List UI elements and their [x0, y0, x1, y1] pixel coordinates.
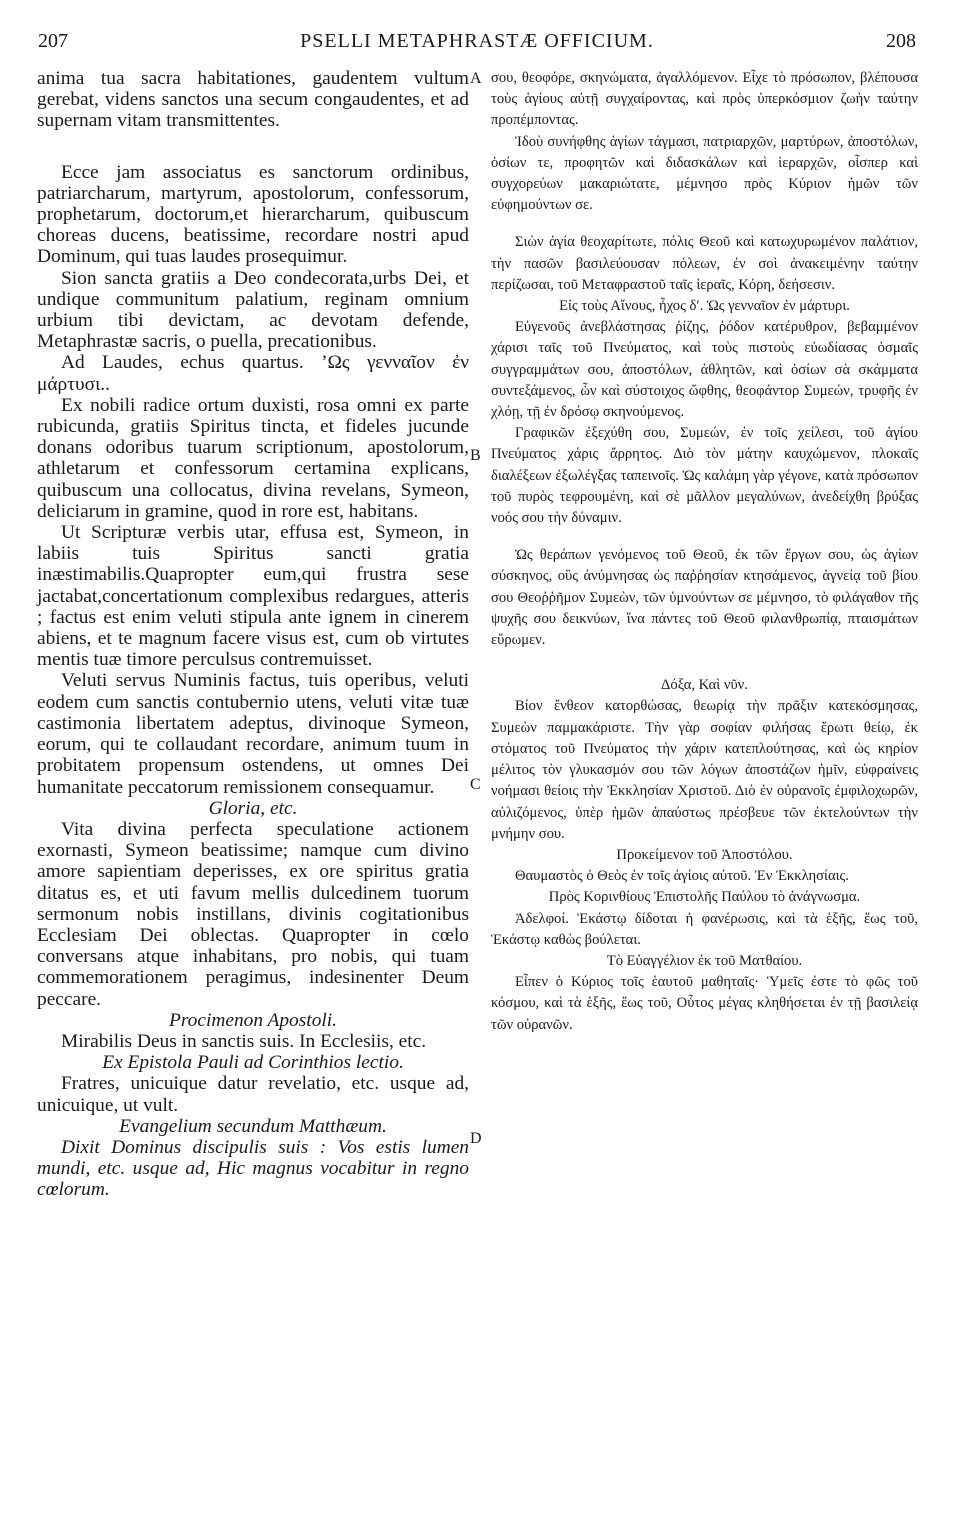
greek-paragraph: Ἰδοὺ συνήφθης ἁγίων τάγμασι, πατριαρχῶν, μαρτύρων, ἀποστόλων, ὁσίων τε, προφητῶν καὶ διδασκάλων καὶ ἱεραρχῶν, οἷσπερ καὶ συγχορεύων μακαριώτατε, μέμνησο πρὸς Κύριον ἡμῶν τῶν εὐφημούντων σε.: [491, 133, 918, 214]
page-header: [38, 30, 916, 60]
marker-a: A: [470, 70, 482, 87]
greek-heading: Προκείμενον τοῦ Ἀποστόλου.: [616, 846, 793, 863]
greek-heading: Εἰς τοὺς Αἴνους, ἦχος δʹ. Ὡς γενναῖον ἐν μάρτυρι.: [559, 298, 850, 315]
latin-heading: Procimenon Apostoli.: [168, 1009, 338, 1031]
latin-column: [37, 68, 469, 1201]
latin-paragraph: Fratres, unicuique datur revelatio, etc. usque ad, unicuique, ut vult.: [37, 1073, 469, 1116]
latin-heading: Evangelium secundum Matthæum.: [119, 1115, 387, 1137]
marker-d: D: [470, 1130, 482, 1147]
greek-paragraph: σου, θεοφόρε, σκηνώματα, ἀγαλλόμενον. Εἶχε τὸ πρόσωπον, βλέπουσα τοὺς ἁγίους αὐτῇ συγχαίροντας, καὶ πρὸς ὑπερκόσμιον ζωὴν ταύτην προπέμποντας.: [491, 70, 918, 129]
greek-paragraph: Βίον ἔνθεον κατορθώσας, θεωρίᾳ τὴν πρᾶξιν κατεκόσμησας, Συμεὼν παμμακάριστε. Τὴν γὰρ σοφίαν φιλήσας ἔρωτι θείῳ, ἐκ στόματος τοῦ Πνεύματος τὴν χάριν κατεπλούτησας, καὶ ὡς κηρίον μέλιτος τὸν γλυκασμόν σου τῶν λόγων ἀποστάζων ἡμῖν, εὐφραίνεις νοήμασι θείοις τὴν Ἐκκλησίαν Χριστοῦ. Διὸ ἐν οὐρανοῖς ἐμφιλοχωρῶν, αὐλιζόμενος, ὑπὲρ ἡμῶν ἀπαύστως πρέσβευε τῶν ἐκτελούντων τὴν μνήμην σου.: [491, 698, 918, 842]
greek-paragraph: Ἀδελφοί. Ἑκάστῳ δίδοται ἡ φανέρωσις, καὶ τὰ ἑξῆς, ἕως τοῦ, Ἑκάστῳ καθὼς βούλεται.: [491, 910, 918, 948]
greek-paragraph: Εὐγενοῦς ἀνεβλάστησας ῥίζης, ῥόδον κατέρυθρον, βεβαμμένον χάρισι ταῖς τοῦ Πνεύματος, καὶ τοὺς πιστοὺς εὐωδίασας ὀσμαῖς συγγραμμάτων σου, ἀποστόλων, ἀθλητῶν, καὶ ὁσίων σὰ σκάμματα συντεξάμενος, ὧν καὶ σύστοιχος ὤφθης, θεοφάντορ Συμεών, τρυφῆς ἐν χλόῃ, τῇ ἐν δρόσῳ σκηνούμενος.: [491, 319, 918, 421]
greek-heading: Τὸ Εὐαγγέλιον ἐκ τοῦ Ματθαίου.: [606, 952, 803, 969]
latin-paragraph: Sion sancta gratiis a Deo condecorata,urbs Dei, et undique communitum palatium, reginam omnium urbium tibi devictam, ac devotam defende, Metaphrastæ sacris, o puella, precationibus.: [37, 267, 469, 353]
greek-paragraph: Θαυμαστὸς ὁ Θεὸς ἐν τοῖς ἁγίοις αὐτοῦ. Ἐν Ἐκκλησίαις.: [515, 868, 849, 885]
latin-paragraph: Dixit Dominus discipulis suis : Vos estis lumen mundi, etc. usque ad, Hic magnus vocabitur in regno cœlorum.: [37, 1136, 469, 1201]
latin-heading: Gloria, etc.: [208, 797, 298, 819]
greek-column: [491, 68, 918, 1036]
latin-paragraph: Veluti servus Numinis factus, tuis operibus, veluti eodem cum sanctis contubernio utens, veluti vitæ tuæ castimonia libertatem adeptus, divinoque Symeon, eorum, qui te collaudant recordare, animum tuum in probitatem propensum ostendens, ut omnes Dei humanitate peccatorum remissionem consequamur.: [37, 670, 469, 798]
greek-heading: Δόξα, Καὶ νῦν.: [661, 677, 748, 694]
page-number-left: 207: [38, 30, 68, 52]
latin-paragraph: Ecce jam associatus es sanctorum ordinibus, patriarcharum, martyrum, apostolorum, confessorum, prophetarum, doctorum,et hierarcharum, quibuscum choreas ducens, beatissime, recordare nostri apud Dominum, qui tuas laudes prosequimur.: [37, 161, 469, 268]
greek-paragraph: Εἶπεν ὁ Κύριος τοῖς ἑαυτοῦ μαθηταῖς· Ὑμεῖς ἐστε τὸ φῶς τοῦ κόσμου, καὶ τὰ ἑξῆς, ἕως τοῦ, Οὗτος μέγας κληθήσεται ἐν τῇ βασιλείᾳ τῶν οὐρανῶν.: [491, 974, 918, 1033]
latin-heading: Ad Laudes, echus quartus. ’Ως γενναῖον ἐν μάρτυσι..: [37, 352, 469, 395]
latin-paragraph: Ex nobili radice ortum duxisti, rosa omni ex parte rubicunda, gratiis Spiritus tincta, et fideles jucunde donans odoribus tuarum scriptionum, apostolorum, athletarum et confessorum certamina explicans, quibuscum una collocatus, divina revelans, Symeon, deliciarum in gramine, quod in rore est, habitans.: [37, 394, 469, 522]
greek-paragraph: Σιὼν ἁγία θεοχαρίτωτε, πόλις Θεοῦ καὶ κατωχυρωμένον παλάτιον, τὴν πασῶν βασιλεύουσαν πόλεων, ἐν σοὶ ἀνακειμένην ταύτην περίζωσαι, τοῦ Μεταφραστοῦ ταῖς ἱεραῖς, Κόρη, δεήσεσιν.: [491, 234, 918, 293]
marker-b: B: [470, 447, 481, 464]
latin-paragraph: Mirabilis Deus in sanctis suis. In Ecclesiis, etc.: [61, 1030, 427, 1052]
page-number-right: 208: [886, 30, 916, 52]
latin-heading: Ex Epistola Pauli ad Corinthios lectio.: [102, 1052, 404, 1074]
greek-paragraph: Γραφικῶν ἐξεχύθη σου, Συμεών, ἐν τοῖς χείλεσι, τοῦ ἁγίου Πνεύματος χάρις ἄρρητος. Διὸ τὸν μάτην καυχώμενον, πλοκαῖς διαλέξεων ἐξωλέγξας ταπεινοῖς. Ὡς καλάμη γὰρ γέγονε, κατὰ πρόσωπον τοῦ πυρὸς τεφρουμένη, καὶ σὲ μᾶλλον μεγαλύνων, ἀνεδείχθη βρύξας νοός σου τὴν δύναμιν.: [491, 425, 918, 527]
marker-c: C: [470, 776, 481, 793]
latin-paragraph: Ut Scripturæ verbis utar, effusa est, Symeon, in labiis tuis Spiritus sancti gratia inæstimabilis.Quapropter eum,qui frustra sese jactabat,concertationum complexibus redargues, atteris ; factus est enim veluti stipula ante ignem in cinerem abiens, et te magnum facere visus est, cum ob virtutes mentis tuæ timore perculsus contremuisset.: [37, 522, 469, 671]
greek-paragraph: Ὡς θεράπων γενόμενος τοῦ Θεοῦ, ἐκ τῶν ἔργων σου, ὡς ἁγίων σύσκηνος, οὓς ἀνύμνησας ὡς παῤῥησίαν κτησάμενος, ἁγνείᾳ τοῦ βίου σου Θεοῤῥῆμον Συμεὼν, τῶν ὑμνούντων σε μέμνησο, τὸ φιλάγαθον τῆς ψυχῆς σου δεικνύων, ἵνα πάντες τοῦ Θεοῦ φιλανθρωπίᾳ, πταισμάτων εὕρωμεν.: [491, 547, 918, 649]
greek-heading: Πρὸς Κορινθίους Ἐπιστολῆς Παύλου τὸ ἀνάγνωσμα.: [548, 889, 861, 906]
latin-paragraph: anima tua sacra habitationes, gaudentem vultum gerebat, videns sanctos una secum congaudentes, et ad supernam vitam transmittentes.: [37, 68, 469, 132]
running-title: PSELLI METAPHRASTÆ OFFICIUM.: [300, 30, 654, 52]
latin-paragraph: Vita divina perfecta speculatione actionem exornasti, Symeon beatissime; namque cum divino amore sapientiam deperisses, ex ore spiritus gratia ditatus es, et uti favum mellis dulcedinem tuorum sermonum nobis instillans, divinis cogitationibus Ecclesiam Dei oblectas. Quapropter in cœlo conversans atque inhabitans, pro nobis, qui tuam commemorationem peragimus, indesinenter Deum peccare.: [37, 818, 469, 1010]
